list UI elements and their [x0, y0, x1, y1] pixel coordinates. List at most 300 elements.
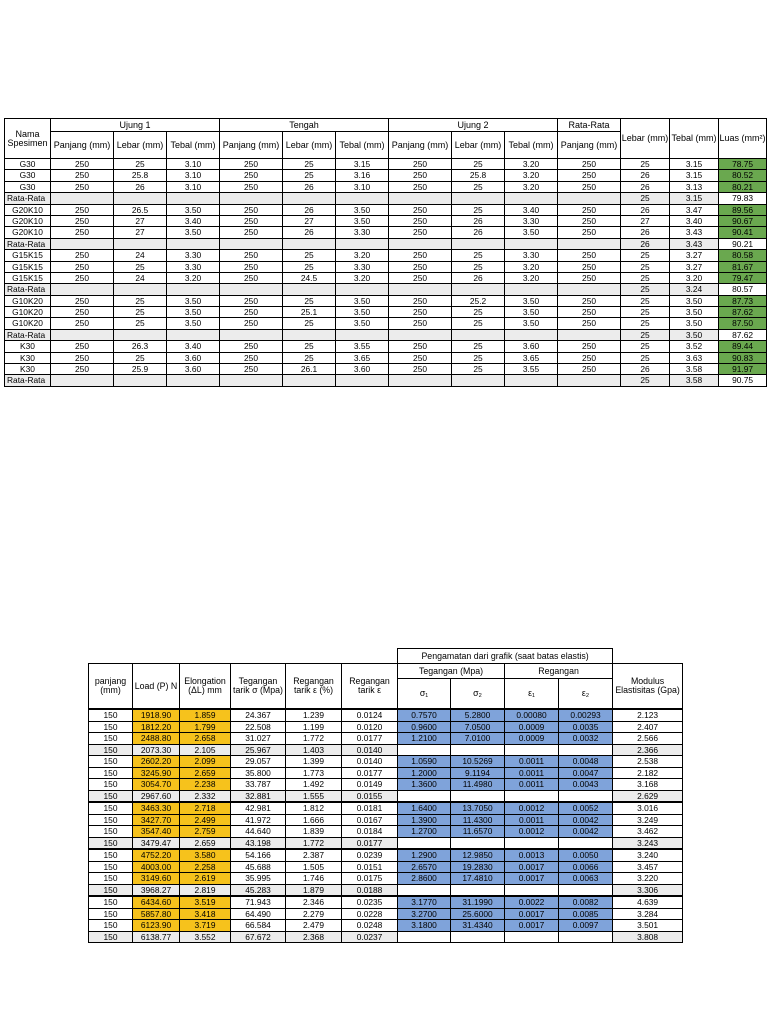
table-cell: [505, 884, 559, 896]
table-cell: 250: [220, 307, 283, 318]
table-cell: 90.75: [719, 375, 767, 386]
table-cell: 2602.20: [133, 756, 180, 768]
table-cell: 35.800: [231, 767, 286, 779]
table-cell: 27: [114, 227, 167, 238]
table-row: [5, 181, 767, 192]
header-ujung-1: Ujung 1: [51, 119, 220, 132]
table-cell: [389, 329, 452, 340]
table-cell: 3.15: [670, 170, 719, 181]
table-cell: 1.773: [286, 767, 342, 779]
table-cell: 0.0237: [342, 931, 398, 943]
table-cell: 3.50: [336, 318, 389, 329]
table-cell: Rata-Rata: [5, 238, 51, 249]
table-cell: 25.6000: [451, 908, 505, 920]
table-cell: 250: [558, 159, 621, 170]
table-cell: 2.499: [180, 814, 231, 826]
average-row: [89, 744, 683, 756]
table-cell: [336, 193, 389, 204]
table-cell: 25: [621, 284, 670, 295]
table-cell: 91.97: [719, 364, 767, 375]
table-cell: K30: [5, 352, 51, 363]
table-cell: [336, 375, 389, 386]
table-cell: 3.52: [670, 341, 719, 352]
table-cell: 1.399: [286, 756, 342, 768]
table-cell: 12.9850: [451, 849, 505, 861]
table-cell: [452, 284, 505, 295]
table-cell: 250: [51, 261, 114, 272]
table-cell: K30: [5, 364, 51, 375]
table-cell: [336, 329, 389, 340]
table-cell: 3.808: [613, 931, 683, 943]
table-row: [5, 204, 767, 215]
table-cell: 150: [89, 733, 133, 745]
specimen-dimension-table: [4, 118, 767, 387]
table-cell: 1.772: [286, 733, 342, 745]
table-cell: 150: [89, 931, 133, 943]
table-cell: 3.65: [336, 352, 389, 363]
table-cell: 66.584: [231, 920, 286, 932]
header-tegangan-mpa: Tegangan (Mpa): [398, 664, 505, 679]
table-cell: 250: [220, 204, 283, 215]
table-row: [5, 295, 767, 306]
table-cell: 27: [283, 215, 336, 226]
table-row: [89, 908, 683, 920]
table-cell: 11.4300: [451, 814, 505, 826]
table-cell: 3.40: [505, 204, 558, 215]
table-cell: 3.40: [167, 341, 220, 352]
table-cell: [220, 329, 283, 340]
table-cell: 3.306: [613, 884, 683, 896]
table-cell: 0.0043: [559, 779, 613, 791]
table-cell: 0.0012: [505, 826, 559, 838]
table-cell: [559, 744, 613, 756]
subheader-rata-panjang: Panjang (mm): [558, 132, 621, 159]
header-lebar: Lebar (mm): [621, 119, 670, 159]
table-cell: 3.15: [336, 159, 389, 170]
table-cell: 3.220: [613, 873, 683, 885]
table-cell: 25: [621, 261, 670, 272]
table-cell: 3.462: [613, 826, 683, 838]
table-cell: 2.718: [180, 802, 231, 814]
table-cell: 0.0228: [342, 908, 398, 920]
table-cell: 150: [89, 908, 133, 920]
table-cell: 250: [220, 261, 283, 272]
table-cell: 0.0155: [342, 790, 398, 802]
table-cell: 2.346: [286, 896, 342, 908]
table-cell: 1.403: [286, 744, 342, 756]
table-cell: 1.3900: [398, 814, 451, 826]
table-cell: G30: [5, 159, 51, 170]
table-cell: 3.50: [505, 307, 558, 318]
table-row: [89, 721, 683, 733]
table-cell: [336, 284, 389, 295]
table-cell: 3463.30: [133, 802, 180, 814]
table-cell: 3.60: [505, 341, 558, 352]
table-cell: 25: [621, 375, 670, 386]
table-cell: 250: [389, 159, 452, 170]
table-cell: 89.56: [719, 204, 767, 215]
table-cell: 150: [89, 884, 133, 896]
table-cell: 3.20: [336, 250, 389, 261]
table-cell: [505, 329, 558, 340]
table-cell: 3.55: [505, 364, 558, 375]
table-cell: 250: [389, 250, 452, 261]
header-regangan-tarik: Regangan tarik ε: [342, 664, 398, 710]
subheader-tebal: Tebal (mm): [167, 132, 220, 159]
table-cell: 3.30: [167, 261, 220, 272]
table-cell: 250: [220, 272, 283, 283]
table-cell: [283, 329, 336, 340]
table-cell: 11.6570: [451, 826, 505, 838]
table-cell: 3.50: [167, 204, 220, 215]
table-row: [89, 767, 683, 779]
table-cell: 0.0035: [559, 721, 613, 733]
table-cell: 2.659: [180, 767, 231, 779]
table-row: [89, 896, 683, 908]
table-cell: G10K20: [5, 307, 51, 318]
table-cell: 2073.30: [133, 744, 180, 756]
average-row: [5, 329, 767, 340]
table-cell: [220, 284, 283, 295]
table-cell: 0.0017: [505, 873, 559, 885]
average-row: [89, 931, 683, 943]
table-cell: 25.2: [452, 295, 505, 306]
table-cell: 250: [220, 159, 283, 170]
table-cell: 4752.20: [133, 849, 180, 861]
table-cell: 150: [89, 802, 133, 814]
table-cell: 0.0177: [342, 767, 398, 779]
table-cell: 1.3600: [398, 779, 451, 791]
table-cell: 3.50: [670, 307, 719, 318]
table-cell: 150: [89, 709, 133, 721]
table-cell: 0.0149: [342, 779, 398, 791]
table-cell: 3245.90: [133, 767, 180, 779]
table-cell: [451, 884, 505, 896]
table-cell: [505, 238, 558, 249]
table-cell: 250: [558, 181, 621, 192]
table-cell: 0.0032: [559, 733, 613, 745]
table-cell: 25: [283, 170, 336, 181]
table-cell: [167, 329, 220, 340]
subheader-tebal: Tebal (mm): [505, 132, 558, 159]
table-cell: G30: [5, 181, 51, 192]
table-cell: [559, 790, 613, 802]
average-row: [5, 238, 767, 249]
table-cell: 0.0175: [342, 873, 398, 885]
table-cell: 3.10: [167, 181, 220, 192]
table-cell: 250: [51, 295, 114, 306]
table-cell: 2.629: [613, 790, 683, 802]
table-row: [5, 227, 767, 238]
table-cell: [51, 375, 114, 386]
table-cell: 0.0042: [559, 814, 613, 826]
table-cell: [451, 790, 505, 802]
table-cell: 150: [89, 721, 133, 733]
table-cell: 25: [114, 261, 167, 272]
table-cell: 25.8: [114, 170, 167, 181]
table-cell: 25: [621, 329, 670, 340]
table-cell: 26: [621, 227, 670, 238]
table-cell: 90.83: [719, 352, 767, 363]
table-cell: [167, 238, 220, 249]
table-cell: [558, 375, 621, 386]
table-cell: 25: [452, 307, 505, 318]
table-cell: 24.5: [283, 272, 336, 283]
table-cell: 0.0248: [342, 920, 398, 932]
table-cell: 19.2830: [451, 861, 505, 873]
table-cell: 250: [220, 341, 283, 352]
table-cell: 80.58: [719, 250, 767, 261]
table-cell: 3.50: [167, 227, 220, 238]
table-cell: 3.50: [336, 295, 389, 306]
table-cell: 250: [558, 227, 621, 238]
table-cell: 0.0011: [505, 814, 559, 826]
table-cell: 1.746: [286, 873, 342, 885]
table-cell: 6138.77: [133, 931, 180, 943]
table-cell: 25.1: [283, 307, 336, 318]
table-cell: 33.787: [231, 779, 286, 791]
table-cell: 25: [114, 307, 167, 318]
table-cell: Rata-Rata: [5, 193, 51, 204]
table-row: [89, 861, 683, 873]
table-row: [5, 250, 767, 261]
table-cell: 0.0012: [505, 802, 559, 814]
table-row: [89, 814, 683, 826]
table-cell: 3.20: [670, 272, 719, 283]
table-cell: 26: [283, 227, 336, 238]
table-cell: 150: [89, 744, 133, 756]
table-cell: 25: [452, 352, 505, 363]
table-cell: [283, 238, 336, 249]
table-cell: [558, 284, 621, 295]
table-cell: [51, 238, 114, 249]
table-cell: 44.640: [231, 826, 286, 838]
table-cell: 2.123: [613, 709, 683, 721]
table-cell: 3.10: [336, 181, 389, 192]
table-cell: [505, 837, 559, 849]
table-cell: [559, 837, 613, 849]
table-cell: 0.0011: [505, 767, 559, 779]
table-cell: 25: [621, 352, 670, 363]
table-cell: 250: [51, 307, 114, 318]
table-cell: 26: [621, 238, 670, 249]
table-cell: 3.1770: [398, 896, 451, 908]
table-cell: 150: [89, 837, 133, 849]
table-cell: 2.407: [613, 721, 683, 733]
table-cell: 25: [621, 318, 670, 329]
table-cell: 25: [452, 341, 505, 352]
table-cell: 2.566: [613, 733, 683, 745]
table-cell: 250: [389, 227, 452, 238]
table-row: [89, 779, 683, 791]
header-luas: Luas (mm²): [719, 119, 767, 159]
table-cell: 5857.80: [133, 908, 180, 920]
table-cell: 250: [389, 318, 452, 329]
table-row: [5, 272, 767, 283]
table-cell: 0.00293: [559, 709, 613, 721]
table-cell: Rata-Rata: [5, 284, 51, 295]
table-cell: 3.30: [336, 261, 389, 272]
header-panjang: panjang (mm): [89, 664, 133, 710]
table-cell: [505, 790, 559, 802]
table-cell: [389, 375, 452, 386]
table-cell: G15K15: [5, 250, 51, 261]
table-cell: 0.0052: [559, 802, 613, 814]
table-cell: 3.240: [613, 849, 683, 861]
subheader-panjang: Panjang (mm): [51, 132, 114, 159]
table-cell: 26: [621, 204, 670, 215]
table-row: [89, 733, 683, 745]
table-cell: [505, 931, 559, 943]
table-cell: 0.0063: [559, 873, 613, 885]
table-cell: 71.943: [231, 896, 286, 908]
table-cell: [398, 744, 451, 756]
table-cell: 250: [51, 215, 114, 226]
table-cell: 11.4980: [451, 779, 505, 791]
table-cell: 2.619: [180, 873, 231, 885]
table-cell: 1.2700: [398, 826, 451, 838]
table-cell: 150: [89, 790, 133, 802]
table-cell: [451, 837, 505, 849]
table-cell: [452, 193, 505, 204]
table-cell: 2.479: [286, 920, 342, 932]
table-cell: [389, 238, 452, 249]
table-cell: 89.44: [719, 341, 767, 352]
table-cell: [336, 238, 389, 249]
table-cell: 45.688: [231, 861, 286, 873]
table-cell: 2.099: [180, 756, 231, 768]
table-cell: 250: [389, 295, 452, 306]
table-row: [5, 261, 767, 272]
table-cell: 25: [621, 295, 670, 306]
table-cell: 2967.60: [133, 790, 180, 802]
table-cell: 250: [389, 261, 452, 272]
table-cell: 3.40: [167, 215, 220, 226]
table-cell: 250: [558, 250, 621, 261]
table-cell: 250: [389, 170, 452, 181]
table-row: [5, 341, 767, 352]
table-cell: 250: [51, 227, 114, 238]
table-cell: 26: [283, 181, 336, 192]
table-cell: 3.15: [670, 193, 719, 204]
table-cell: 26: [283, 204, 336, 215]
table-cell: G20K10: [5, 215, 51, 226]
table-cell: G15K15: [5, 261, 51, 272]
table-cell: 3.719: [180, 920, 231, 932]
table-cell: 3.20: [505, 159, 558, 170]
table-cell: 3.58: [670, 375, 719, 386]
table-cell: 150: [89, 779, 133, 791]
table-cell: 0.0097: [559, 920, 613, 932]
subheader-lebar: Lebar (mm): [452, 132, 505, 159]
table-cell: [558, 329, 621, 340]
table-cell: 0.7570: [398, 709, 451, 721]
table-cell: 1.6400: [398, 802, 451, 814]
table-cell: 1918.90: [133, 709, 180, 721]
table-cell: 250: [51, 272, 114, 283]
table-cell: 250: [220, 181, 283, 192]
table-cell: 3.13: [670, 181, 719, 192]
table-cell: 2.368: [286, 931, 342, 943]
table-cell: 32.881: [231, 790, 286, 802]
table-cell: 41.972: [231, 814, 286, 826]
table-cell: 87.62: [719, 329, 767, 340]
table-cell: 25: [621, 193, 670, 204]
table-cell: 3.50: [670, 318, 719, 329]
table-cell: 4.639: [613, 896, 683, 908]
header-regangan-persen: Regangan tarik ε (%): [286, 664, 342, 710]
table-cell: 1.239: [286, 709, 342, 721]
table-cell: 3.60: [167, 364, 220, 375]
table-cell: 3.47: [670, 204, 719, 215]
table-cell: 0.0017: [505, 908, 559, 920]
table-cell: 250: [220, 364, 283, 375]
table-cell: 0.0047: [559, 767, 613, 779]
header-ujung-2: Ujung 2: [389, 119, 558, 132]
table-cell: 250: [51, 318, 114, 329]
table-cell: 150: [89, 920, 133, 932]
table-cell: 250: [558, 272, 621, 283]
table-cell: Rata-Rata: [5, 375, 51, 386]
table-cell: 250: [220, 215, 283, 226]
table-cell: 25: [452, 261, 505, 272]
average-row: [5, 375, 767, 386]
table-cell: 250: [220, 227, 283, 238]
table-cell: 27: [114, 215, 167, 226]
table-cell: 3.15: [670, 159, 719, 170]
table-cell: 1.859: [180, 709, 231, 721]
table-cell: [559, 931, 613, 943]
table-cell: 2.759: [180, 826, 231, 838]
table-cell: 31.1990: [451, 896, 505, 908]
table-cell: 22.508: [231, 721, 286, 733]
table-row: [89, 802, 683, 814]
table-cell: 250: [389, 215, 452, 226]
table-cell: 87.50: [719, 318, 767, 329]
table-cell: G20K10: [5, 204, 51, 215]
table-cell: [114, 375, 167, 386]
table-cell: [51, 284, 114, 295]
table-cell: [283, 375, 336, 386]
table-cell: 3.50: [167, 295, 220, 306]
table-cell: 3.30: [167, 250, 220, 261]
table-cell: 25: [452, 204, 505, 215]
table-cell: [452, 375, 505, 386]
table-cell: 250: [558, 204, 621, 215]
table-cell: 3.552: [180, 931, 231, 943]
table-cell: 1812.20: [133, 721, 180, 733]
table-cell: 9.1194: [451, 767, 505, 779]
table-cell: 2.332: [180, 790, 231, 802]
header-pengamatan: Pengamatan dari grafik (saat batas elastis): [398, 649, 613, 664]
table-cell: 3.519: [180, 896, 231, 908]
table-cell: 3.55: [336, 341, 389, 352]
table-cell: 150: [89, 767, 133, 779]
table-cell: 250: [220, 250, 283, 261]
table-cell: 35.995: [231, 873, 286, 885]
header-nama-spesimen: Nama Spesimen: [5, 119, 51, 159]
table-cell: 3.30: [505, 250, 558, 261]
table-cell: 26: [452, 215, 505, 226]
table-cell: [114, 193, 167, 204]
table-cell: 0.0140: [342, 756, 398, 768]
table-cell: 25: [283, 261, 336, 272]
average-row: [89, 790, 683, 802]
table-cell: [505, 193, 558, 204]
table-cell: [389, 193, 452, 204]
table-cell: 1.799: [180, 721, 231, 733]
table-cell: G20K10: [5, 227, 51, 238]
